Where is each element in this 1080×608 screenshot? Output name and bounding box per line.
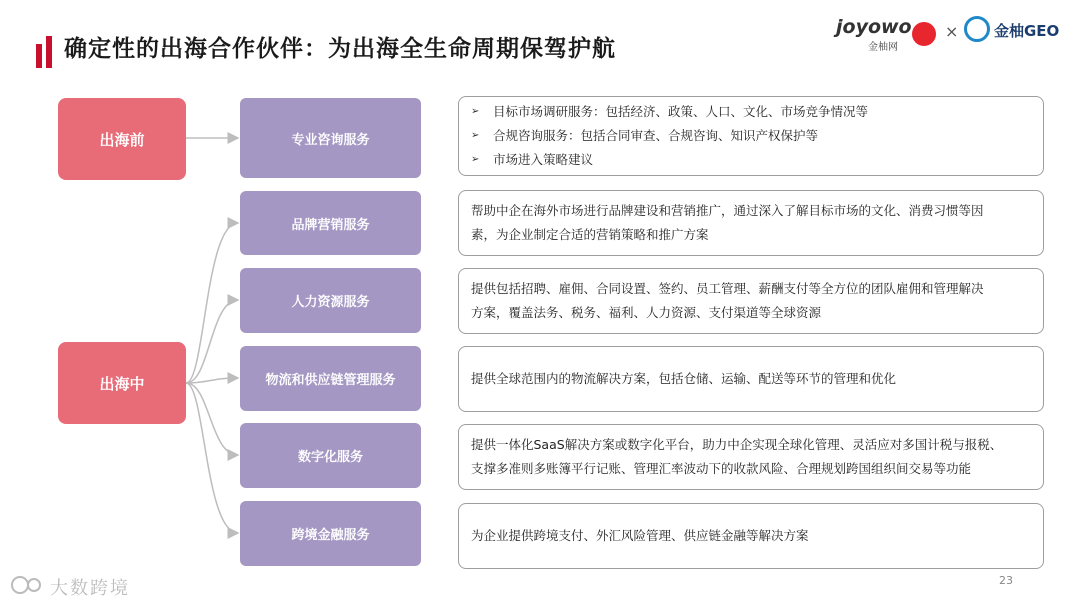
- watermark-logo-icon: [10, 572, 46, 598]
- desc-consulting: [458, 96, 1044, 176]
- list-item: [471, 124, 1031, 148]
- desc-digital: [458, 424, 1044, 490]
- watermark-text: 大数跨境: [50, 578, 130, 599]
- desc-finance: [458, 503, 1044, 569]
- page-title: 确定性的出海合作伙伴：为出海全生命周期保驾护航: [64, 36, 616, 62]
- desc-branding-line-1: 帮助中企在海外市场进行品牌建设和营销推广，通过深入了解目标市场的文化、消费习惯等因: [471, 203, 984, 218]
- joyowo-logo-text: joyowo: [836, 16, 912, 38]
- desc-digital-line-1: 提供一体化SaaS解决方案或数字化平台，助力中企实现全球化管理、灵活应对多国计税与报税、: [471, 437, 1003, 452]
- service-digital: 数字化服务: [240, 423, 421, 488]
- list-item: [471, 148, 1031, 172]
- desc-consulting-line-3: 市场进入策略建议: [493, 152, 594, 167]
- bullet-arrow-icon: ➢: [471, 130, 480, 141]
- page-number: 23: [999, 574, 1013, 587]
- desc-consulting-line-2: 合规咨询服务：包括合同审查、合规咨询、知识产权保护等: [493, 128, 819, 143]
- service-finance: 跨境金融服务: [240, 501, 421, 566]
- desc-logistics: [458, 346, 1044, 412]
- list-item: [471, 100, 1031, 124]
- bullet-arrow-icon: ➢: [471, 154, 480, 165]
- logo-separator: ×: [945, 22, 959, 41]
- desc-finance-line-1: 为企业提供跨境支付、外汇风险管理、供应链金融等解决方案: [471, 528, 809, 543]
- bullet-arrow-icon: ➢: [471, 106, 480, 117]
- desc-hr-line-2: 方案，覆盖法务、税务、福利、人力资源、支付渠道等全球资源: [471, 305, 822, 320]
- service-consulting: 专业咨询服务: [240, 98, 421, 178]
- service-branding: 品牌营销服务: [240, 191, 421, 255]
- stage-mid-overseas: 出海中: [58, 342, 186, 424]
- desc-hr: [458, 268, 1044, 334]
- desc-branding: [458, 190, 1044, 256]
- desc-branding-line-2: 素，为企业制定合适的营销策略和推广方案: [471, 227, 709, 242]
- service-hr: 人力资源服务: [240, 268, 421, 333]
- desc-logistics-line-1: 提供全球范围内的物流解决方案，包括仓储、运输、配送等环节的管理和优化: [471, 371, 897, 386]
- service-logistics: 物流和供应链管理服务: [240, 346, 421, 411]
- joyowo-logo-subtext: 金柚网: [868, 42, 898, 53]
- desc-consulting-line-1: 目标市场调研服务：包括经济、政策、人口、文化、市场竞争情况等: [493, 104, 869, 119]
- desc-digital-line-2: 支撑多准则多账簿平行记账、管理汇率波动下的收款风险、合理规划跨国组织间交易等功能: [471, 461, 972, 476]
- geo-logo-text: 金柚GEO: [994, 22, 1060, 40]
- desc-hr-line-1: 提供包括招聘、雇佣、合同设置、签约、员工管理、薪酬支付等全方位的团队雇佣和管理解决: [471, 281, 984, 296]
- stage-pre-overseas: 出海前: [58, 98, 186, 180]
- arrow-mid-to-finance: [186, 383, 238, 533]
